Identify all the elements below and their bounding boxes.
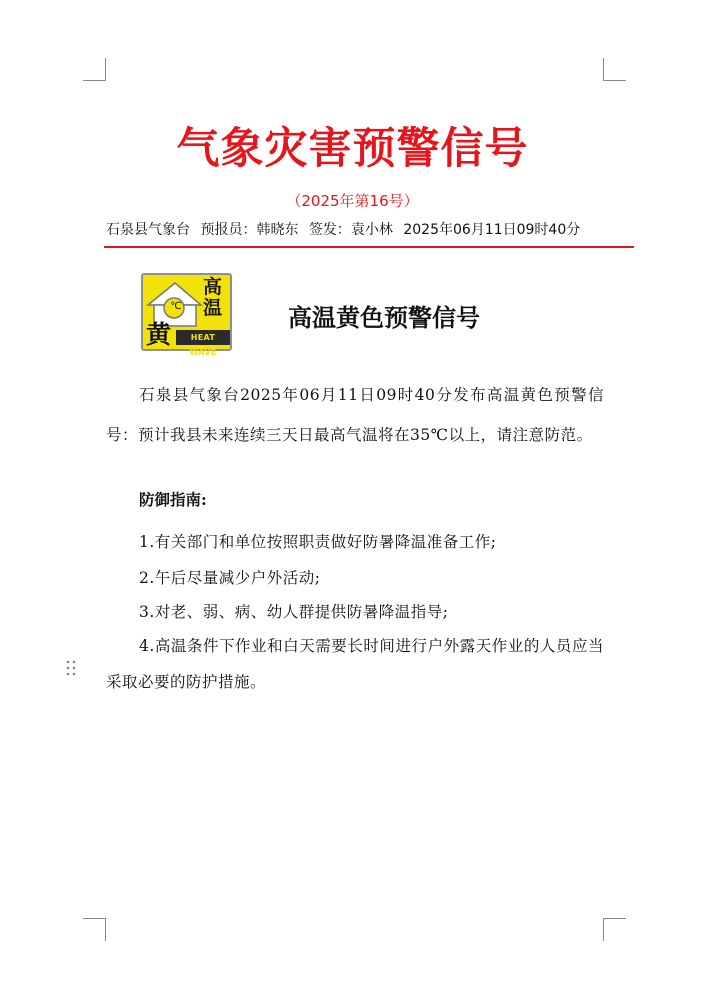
crop-mark-bottom-left bbox=[83, 918, 106, 941]
guide-title: 防御指南: bbox=[139, 490, 207, 509]
icon-char-huang: 黄 bbox=[146, 320, 172, 349]
heat-wave-label: HEAT WAVE bbox=[176, 330, 230, 345]
guide-item: 1.有关部门和单位按照职责做好防暑降温准备工作; bbox=[139, 533, 497, 551]
crop-mark-top-left bbox=[83, 58, 106, 81]
issue-datetime: 2025年06月11日09时40分 bbox=[403, 222, 581, 238]
station-name: 石泉县气象台 bbox=[106, 222, 190, 238]
issuer: 签发：袁小林 bbox=[308, 222, 393, 238]
heat-wave-yellow-warning-icon bbox=[141, 273, 232, 357]
guide-item: 3.对老、弱、病、幼人群提供防暑降温指导; bbox=[139, 603, 449, 621]
guide-item: 4.高温条件下作业和白天需要长时间进行户外露天作业的人员应当采取必要的防护措施。 bbox=[106, 637, 604, 691]
warning-paragraph: 石泉县气象台2025年06月11日09时40分发布高温黄色预警信号：预计我县未来连续三天日最高气温将在35℃以上，请注意防范。 bbox=[106, 386, 604, 444]
issue-number: （2025年第16号） bbox=[286, 192, 419, 210]
crop-mark-bottom-right bbox=[603, 918, 626, 941]
warning-heading: 高温黄色预警信号 bbox=[288, 304, 480, 332]
header-line bbox=[106, 219, 633, 239]
guide-item: 2.午后尽量减少户外活动; bbox=[139, 569, 321, 587]
header-divider bbox=[104, 246, 634, 248]
degree-symbol: ℃ bbox=[170, 301, 182, 312]
document-title: 气象灾害预警信号 bbox=[176, 124, 529, 174]
forecaster: 预报员：韩晓东 bbox=[200, 222, 299, 238]
icon-char-wen: 温 bbox=[203, 297, 223, 319]
drag-handle-icon[interactable] bbox=[66, 660, 76, 676]
icon-char-gao: 高 bbox=[203, 276, 223, 298]
crop-mark-top-right bbox=[603, 58, 626, 81]
